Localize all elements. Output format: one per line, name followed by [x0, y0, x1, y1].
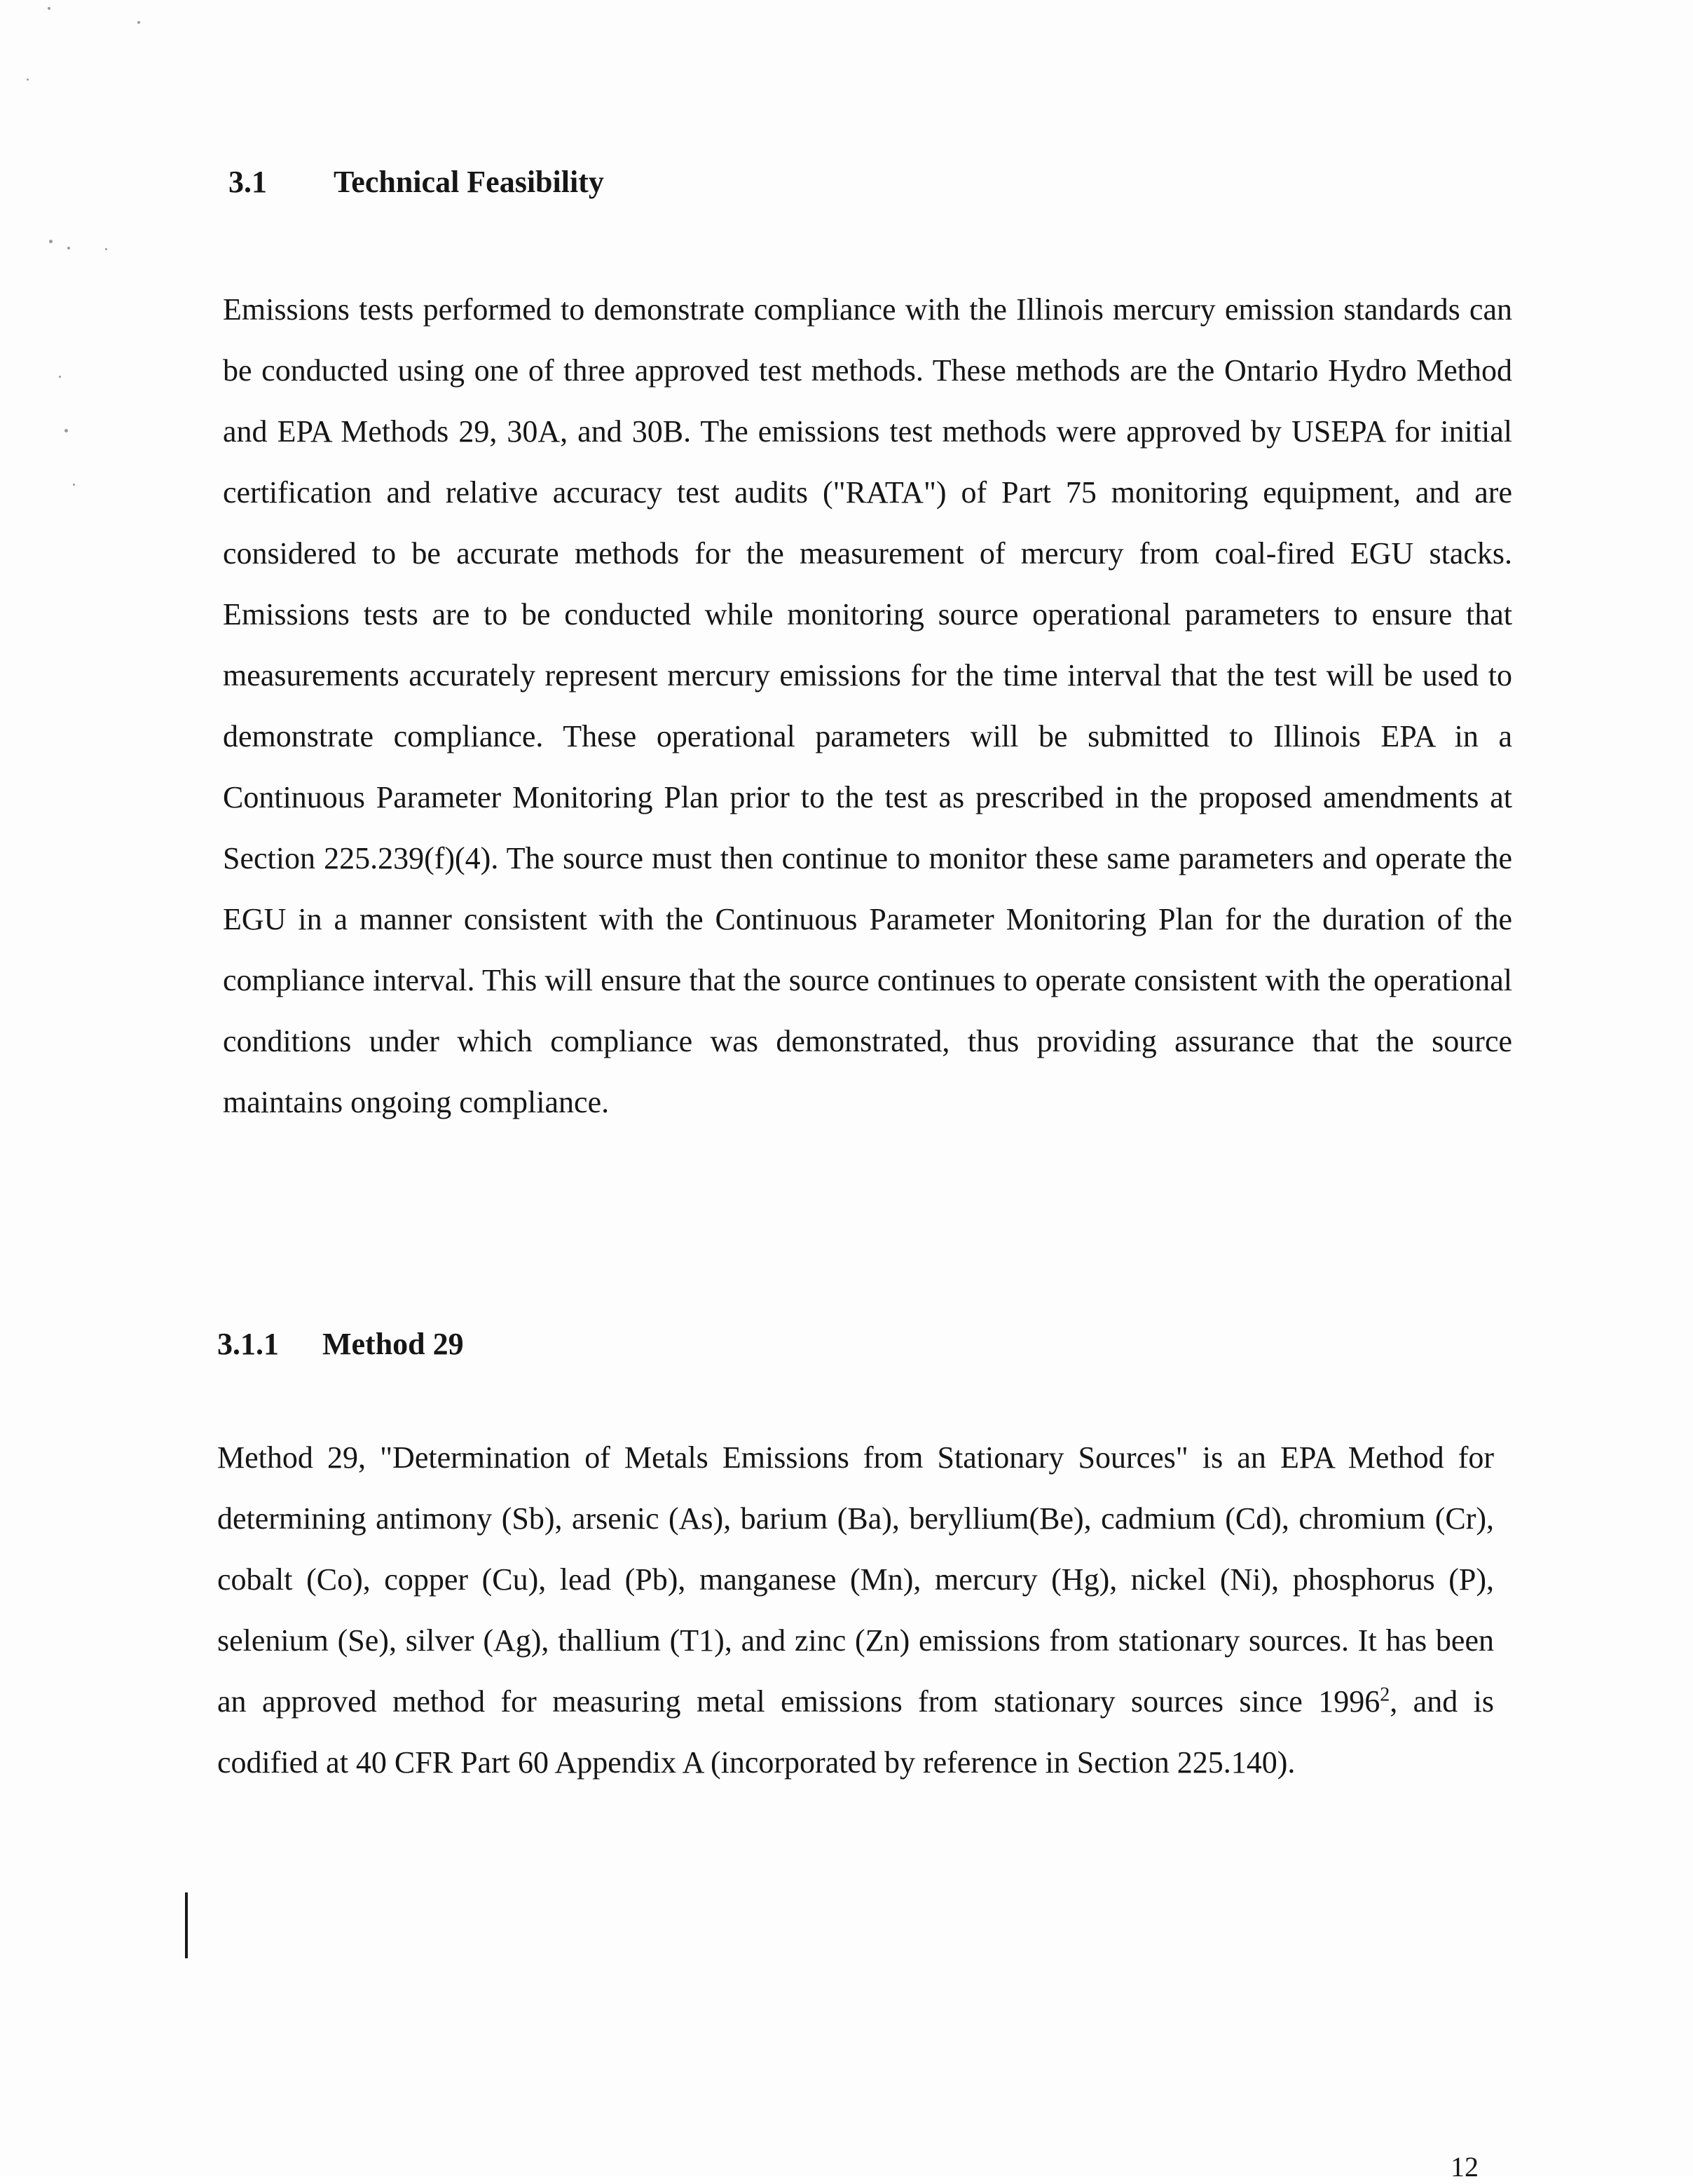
subsection-body-text-continued: , and is codified at 40 CFR Part 60 Appendix A (incorporated by reference in Section 225.140).: [217, 1684, 1494, 1780]
subsection-body-paragraph: [217, 1427, 1494, 1793]
subsection-heading: [217, 1326, 464, 1363]
scan-speck: [64, 429, 68, 432]
section-number: 3.1: [228, 165, 267, 199]
section-heading: [228, 164, 604, 200]
scan-speck: [105, 248, 107, 250]
scan-speck: [59, 376, 61, 378]
subsection-body-text: Method 29, "Determination of Metals Emissions from Stationary Sources" is an EPA Method for determining antimony (Sb), arsenic (As), barium (Ba), beryllium(Be), cadmium (Cd), chromium (Cr), cobalt (Co), copper (Cu), lead (Pb), manganese (Mn), mercury (Hg), nickel (Ni), phosphorus (P), selenium (Se), silver (Ag), thallium (T1), and zinc (Zn) emissions from stationary sources. It has been an approved method for measuring metal emissions from stationary sources since 1996: [217, 1440, 1494, 1719]
revision-change-bar: [185, 1892, 188, 1958]
section-title: Technical Feasibility: [334, 165, 604, 199]
scan-speck: [67, 247, 70, 250]
subsection-number: 3.1.1: [217, 1327, 279, 1361]
scan-speck: [73, 484, 75, 486]
page-number: 12: [1451, 2151, 1479, 2183]
scan-speck: [48, 7, 50, 10]
scan-speck: [27, 79, 29, 81]
section-body-paragraph: Emissions tests performed to demonstrate compliance with the Illinois mercury emission standards can be conducted using one of three approved test methods. These methods are the Ontario Hydro Method and EPA Methods 29, 30A, and 30B. The emissions test methods were approved by USEPA for initial certification and relative accuracy test audits ("RATA") of Part 75 monitoring equipment, and are considered to be accurate methods for the measurement of mercury from coal-fired EGU stacks. Emissions tests are to be conducted while monitoring source operational parameters to ensure that measurements accurately represent mercury emissions for the time interval that the test will be used to demonstrate compliance. These operational parameters will be submitted to Illinois EPA in a Continuous Parameter Monitoring Plan prior to the test as prescribed in the proposed amendments at Section 225.239(f)(4). The source must then continue to monitor these same parameters and operate the EGU in a manner consistent with the Continuous Parameter Monitoring Plan for the duration of the compliance interval. This will ensure that the source continues to operate consistent with the operational conditions under which compliance was demonstrated, thus providing assurance that the source maintains ongoing compliance.: [223, 292, 1512, 1119]
scan-speck: [49, 240, 53, 243]
subsection-title: Method 29: [322, 1327, 464, 1361]
scan-speck: [137, 21, 140, 24]
footnote-reference: 2: [1380, 1684, 1390, 1706]
